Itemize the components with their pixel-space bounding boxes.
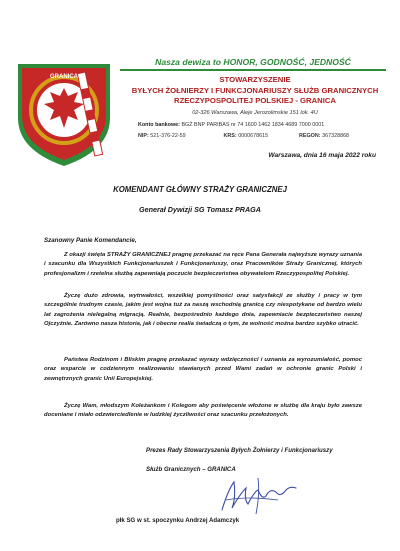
addressee-title: KOMENDANT GŁÓWNY STRAŻY GRANICZNEJ xyxy=(113,185,287,194)
letter-date: Warszawa, dnia 16 maja 2022 roku xyxy=(268,152,376,159)
handwritten-signature xyxy=(218,470,300,518)
paragraph: Życzę Wam, młodszym Koleżankom i Kolegom aby poświęcenie włożone w służbę dla kraju było zawsze doceniane i miało odzwierciedlenie w ludzkiej życzliwości oraz szacunku przełożonych. xyxy=(44,403,362,419)
signatory-role: Prezes Rady Stowarzyszenia Byłych Żołnierzy i Funkcjonariuszy xyxy=(146,447,333,454)
organization-name: STOWARZYSZENIE BYŁYCH ŻOŁNIERZY I FUNKCJONARIUSZY SŁUŻB GRANICZNYCH RZECZYPOSPOLITEJ POLSKIEJ - GRANICA xyxy=(131,75,379,105)
salutation: Szanowny Panie Komendancie, xyxy=(44,237,137,244)
paragraph: Państwa Rodzinom i Bliskim pragnę przekazać wyrazy wdzięczności i uznania za wyrozumiałość, pomoc oraz wsparcie w codziennym realizowaniu stawianych przed Wami zadań w ochronie granic Polski i zewnętrznych granic Unii Europejskiej. xyxy=(44,357,362,382)
krs-number: KRS: 0000678615 xyxy=(223,133,269,139)
regon-number: REGON: 367328868 xyxy=(299,133,350,139)
paragraph: Z okazji święta STRAŻY GRANICZNEJ pragnę przekazać na ręce Pana Generała najwyższe wyrazy uznania i szacunku dla Wszystkich Funkcjonariuszek i Funkcjonariuszy, oraz Pracowników Straży Granicznej, których profesjonalizm i rzetelna służbą zapewniają poczucie bezpieczeństwa obywatelom Rzeczypospolitej Polskiej. xyxy=(44,252,362,277)
organization-address: 02-326 Warszawa, Aleje Jerozolimskie 151 lok. 4U xyxy=(192,110,318,116)
association-motto: Nasza dewiza to HONOR, GODNOŚĆ, JEDNOŚĆ xyxy=(155,57,351,67)
signatory-organization: Służb Granicznych – GRANICA xyxy=(146,466,236,473)
granica-emblem-logo xyxy=(12,58,116,170)
paragraph: Życzę dużo zdrowia, wytrwałości, wszelkiej pomyślności oraz satysfakcji ze służby i pracy w tym szczególnie trudnym czasie, jakim jest wojna tuż za naszą wschodnią granicą czy niespotykane od bardzo wielu lat zagrożenia nielegalną migracją. Realnie, bezpośrednio każdego dnia, zapewniacie bezpieczeństwo naszej Ojczyźnie. Zarówno nasza historia, jak i obecne realia świadczą o tym, że wolność można bardzo szybko utracić. xyxy=(44,293,362,328)
nip-number: NIP: 521-376-22-59 xyxy=(138,133,186,139)
emblem-text: GRANICA xyxy=(50,74,78,80)
addressee-name: Generał Dywizji SG Tomasz PRAGA xyxy=(139,205,261,214)
header-divider xyxy=(120,69,386,71)
registration-ids xyxy=(138,133,388,139)
signatory-name: płk SG w st. spoczynku Andrzej Adamczyk xyxy=(116,517,240,524)
bank-account: Konto bankowe: BGŻ BNP PARIBAS nr 74 1600 1462 1834 4689 7000 0001 xyxy=(138,122,325,128)
